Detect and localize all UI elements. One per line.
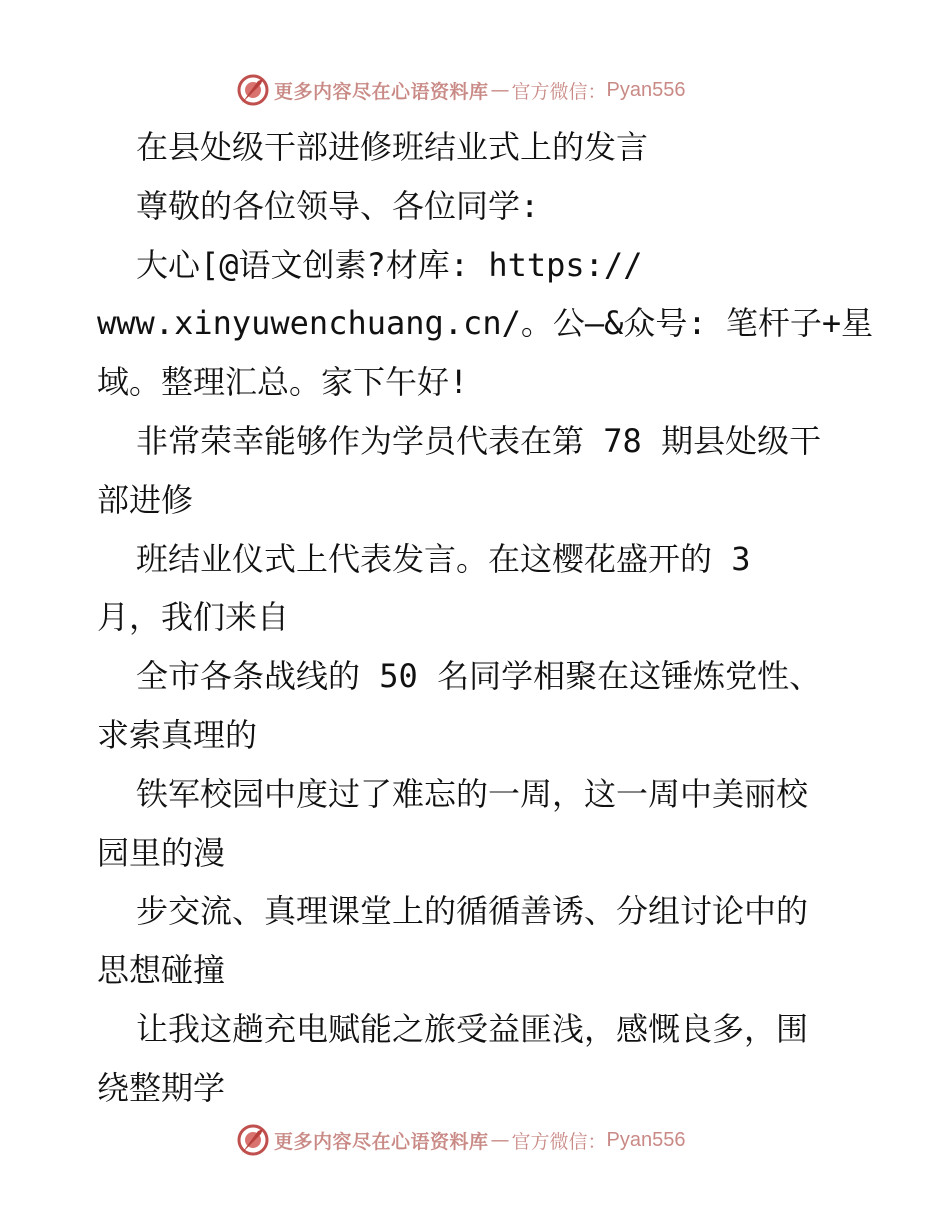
footer-banner	[236, 1120, 756, 1160]
quill-logo-icon	[236, 1123, 270, 1157]
text-line: 非常荣幸能够作为学员代表在第 78 期县处级干	[136, 421, 822, 460]
banner-separator: —	[490, 79, 510, 101]
text-line: 思想碰撞	[97, 951, 226, 990]
text-line: 求索真理的	[97, 715, 258, 754]
banner-wechat-label: 官方微信：	[511, 1130, 607, 1153]
banner-wechat-id: Pyan556	[606, 78, 686, 101]
text-line: 月，我们来自	[97, 598, 290, 637]
banner-wechat-id: Pyan556	[606, 1128, 686, 1151]
text-line: 园里的漫	[97, 833, 226, 872]
text-line: 铁军校园中度过了难忘的一周，这一周中美丽校	[136, 774, 809, 813]
text-line: 步交流、真理课堂上的循循善诱、分组讨论中的	[136, 892, 809, 931]
text-line: www.xinyuwenchuang.cn/。公—&众号: 笔杆子+星	[97, 304, 874, 343]
banner-wechat-label: 官方微信：	[511, 80, 607, 103]
text-line: 部进修	[97, 480, 194, 519]
banner-separator: —	[490, 1129, 510, 1151]
salutation: 尊敬的各位领导、各位同学:	[136, 186, 540, 225]
text-line: 域。整理汇总。家下午好!	[97, 363, 469, 402]
document-title: 在县处级干部进修班结业式上的发言	[136, 128, 649, 166]
text-line: 大心[@语文创素?材库: https://	[136, 245, 643, 284]
banner-site-name: 更多内容尽在心语资料库	[274, 80, 489, 103]
quill-logo-icon	[236, 73, 270, 107]
header-banner	[236, 70, 756, 110]
text-line: 让我这趟充电赋能之旅受益匪浅，感慨良多，围	[136, 1009, 809, 1048]
text-line: 全市各条战线的 50 名同学相聚在这锤炼党性、	[136, 657, 822, 696]
text-line: 绕整期学	[97, 1068, 226, 1107]
text-line: 班结业仪式上代表发言。在这樱花盛开的 3	[136, 539, 751, 578]
document-body	[97, 118, 874, 1118]
banner-site-name: 更多内容尽在心语资料库	[274, 1130, 489, 1153]
